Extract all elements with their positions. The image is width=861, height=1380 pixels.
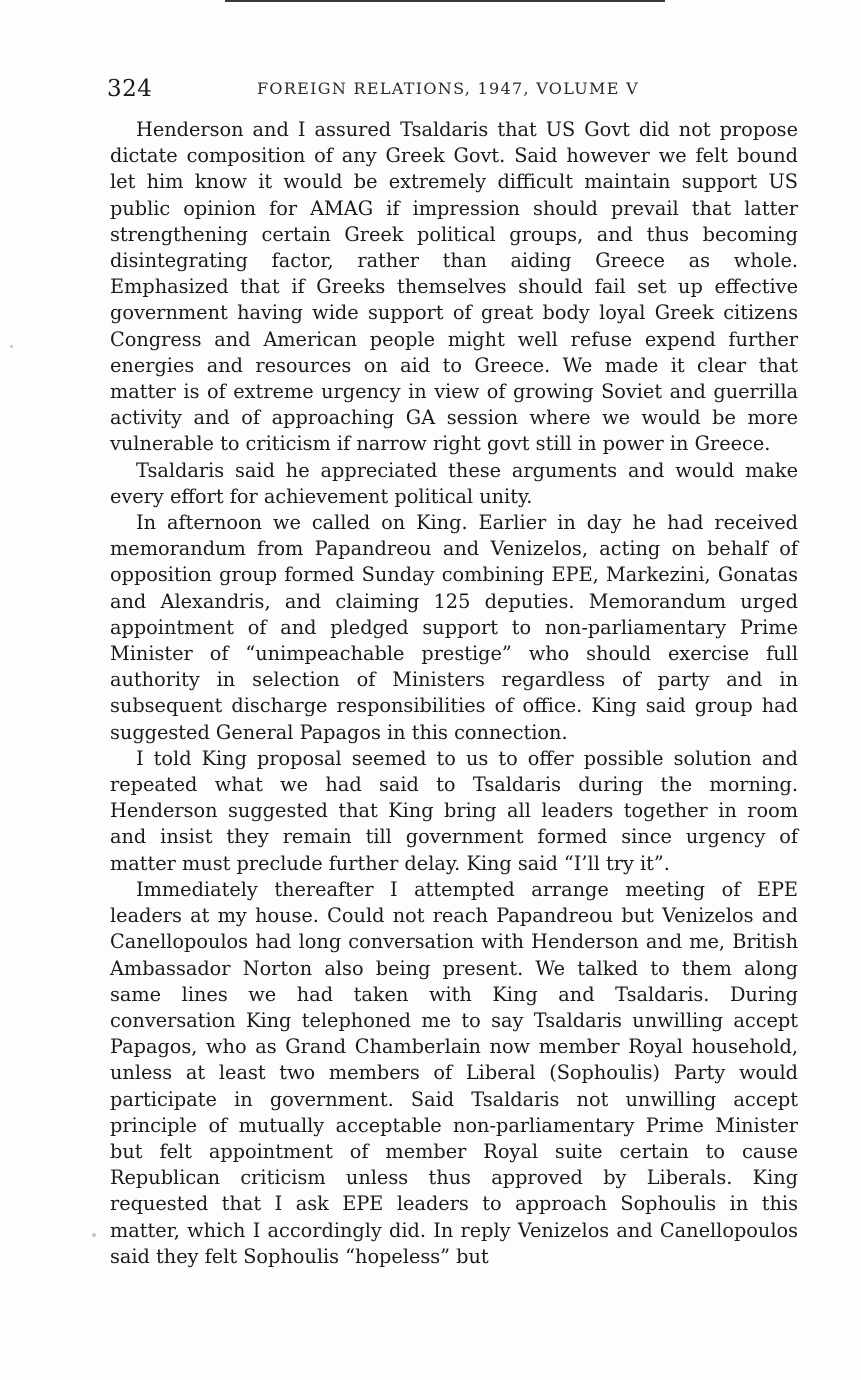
page-number: 324	[107, 76, 153, 102]
paragraph: Henderson and I assured Tsaldaris that US Govt did not propose dictate composition of any Greek Govt. Said however we felt bound let him know it would be extremely difficult maintain support US public opinion for AMAG if impression should prevail that latter strengthening certain Greek political groups, and thus becoming disintegrating factor, rather than aiding Greece as whole. Emphasized that if Greeks themselves should fail set up effective government having wide support of great body loyal Greek citizens Congress and American people might well refuse expend further energies and resources on aid to Greece. We made it clear that matter is of extreme urgency in view of growing Soviet and guerrilla activity and of approaching GA session where we would be more vulnerable to criticism if narrow right govt still in power in Greece.	[110, 118, 798, 456]
scan-speck	[92, 1233, 96, 1237]
paragraph: Immediately thereafter I attempted arrange meeting of EPE leaders at my house. Could not reach Papandreou but Venizelos and Canellopoulos had long conversation with Henderson and me, British Ambassador Norton also being present. We talked to them along same lines we had taken with King and Tsaldaris. During conversation King telephoned me to say Tsaldaris unwilling accept Papagos, who as Grand Chamberlain now member Royal household, unless at least two members of Liberal (Sophoulis) Party would participate in government. Said Tsaldaris not unwilling accept principle of mutually acceptable non-parliamentary Prime Minister but felt appointment of member Royal suite certain to cause Republican criticism unless thus approved by Liberals. King requested that I ask EPE leaders to approach Sophoulis in this matter, which I accordingly did. In reply Venizelos and Canellopoulos said they felt Sophoulis “hopeless” but	[110, 877, 798, 1268]
paragraph: I told King proposal seemed to us to offer possible solution and repeated what we had said to Tsaldaris during the morning. Henderson suggested that King bring all leaders together in room and insist they remain till government formed since urgency of matter must preclude further delay. King said “I’ll try it”.	[110, 746, 798, 875]
paragraph: Tsaldaris said he appreciated these arguments and would make every effort for achievement political unity.	[110, 458, 798, 508]
paragraph: In afternoon we called on King. Earlier in day he had received memorandum from Papandreou and Venizelos, acting on behalf of opposition group formed Sunday combining EPE, Markezini, Gonatas and Alexandris, and claiming 125 deputies. Memorandum urged appointment of and pledged support to non-parliamentary Prime Minister of “unimpeachable prestige” who should exercise full authority in selection of Ministers regardless of party and in subsequent discharge responsibilities of office. King said group had suggested General Papagos in this connection.	[110, 511, 798, 744]
top-edge-rule	[225, 0, 665, 2]
running-title: FOREIGN RELATIONS, 1947, VOLUME V	[257, 79, 639, 98]
body-text	[110, 117, 798, 1270]
scan-speck	[10, 345, 13, 348]
